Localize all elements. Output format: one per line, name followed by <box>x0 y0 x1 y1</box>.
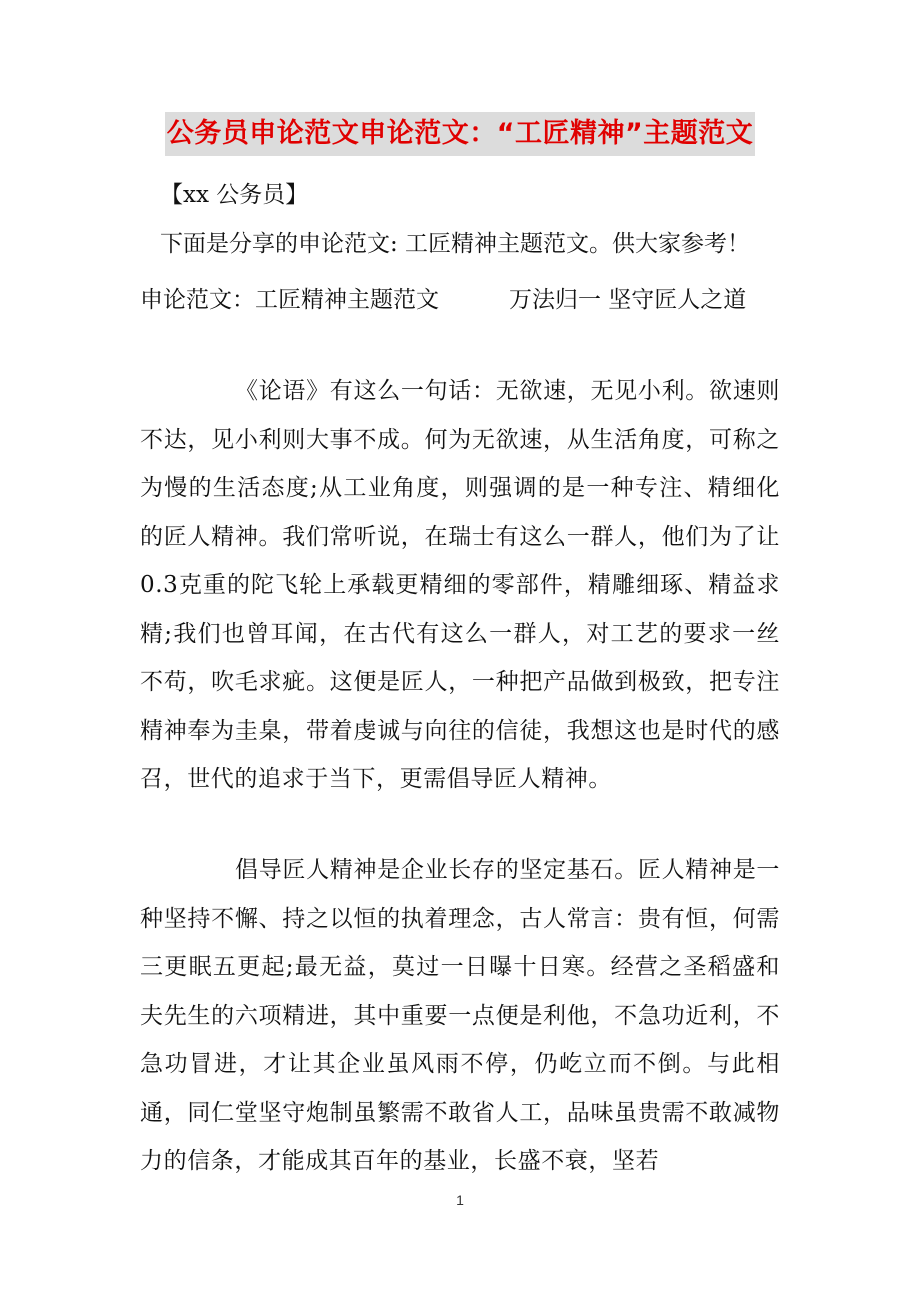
intro-line: 下面是分享的申论范文: 工匠精神主题范文。供大家参考！ <box>160 231 751 257</box>
paragraph-1: 《论语》有这么一句话：无欲速，无见小利。欲速则不达，见小利则大事不成。何为无欲速，从生活角度，可称之为慢的生活态度;从工业角度，则强调的是一种专注、精细化的匠人精神。我们常听说，在瑞士有这么一群人，他们为了让0.3克重的陀飞轮上承载更精细的零部件，精雕细琢、精益求精;我们也曾耳闻，在古代有这么一群人，对工艺的要求一丝不苟，吹毛求疵。这便是匠人，一种把产品做到极致，把专注精神奉为圭臬，带着虔诚与向往的信徒，我想这也是时代的感召，世代的追求于当下，更需倡导匠人精神。 <box>140 378 780 792</box>
source-tag: 【xx 公务员】 <box>160 182 309 208</box>
subtitle <box>140 276 820 324</box>
title-wrap <box>0 112 920 156</box>
subtitle-right: 万法归一 坚守匠人之道 <box>509 287 747 313</box>
document-title: 公务员申论范文申论范文：“工匠精神”主题范文 <box>165 112 756 156</box>
subtitle-left: 申论范文：工匠精神主题范文 <box>140 287 439 313</box>
page-number: 1 <box>456 1192 464 1208</box>
paragraph-2: 倡导匠人精神是企业长存的坚定基石。匠人精神是一种坚持不懈、持之以恒的执着理念，古人常言：贵有恒，何需三更眠五更起;最无益，莫过一日曝十日寒。经营之圣稻盛和夫先生的六项精进，其中重要一点便是利他，不急功近利，不急功冒进，才让其企业虽风雨不停，仍屹立而不倒。与此相通，同仁堂坚守炮制虽繁需不敢省人工，品味虽贵需不敢减物力的信条，才能成其百年的基业，长盛不衰，坚若 <box>140 857 780 1174</box>
